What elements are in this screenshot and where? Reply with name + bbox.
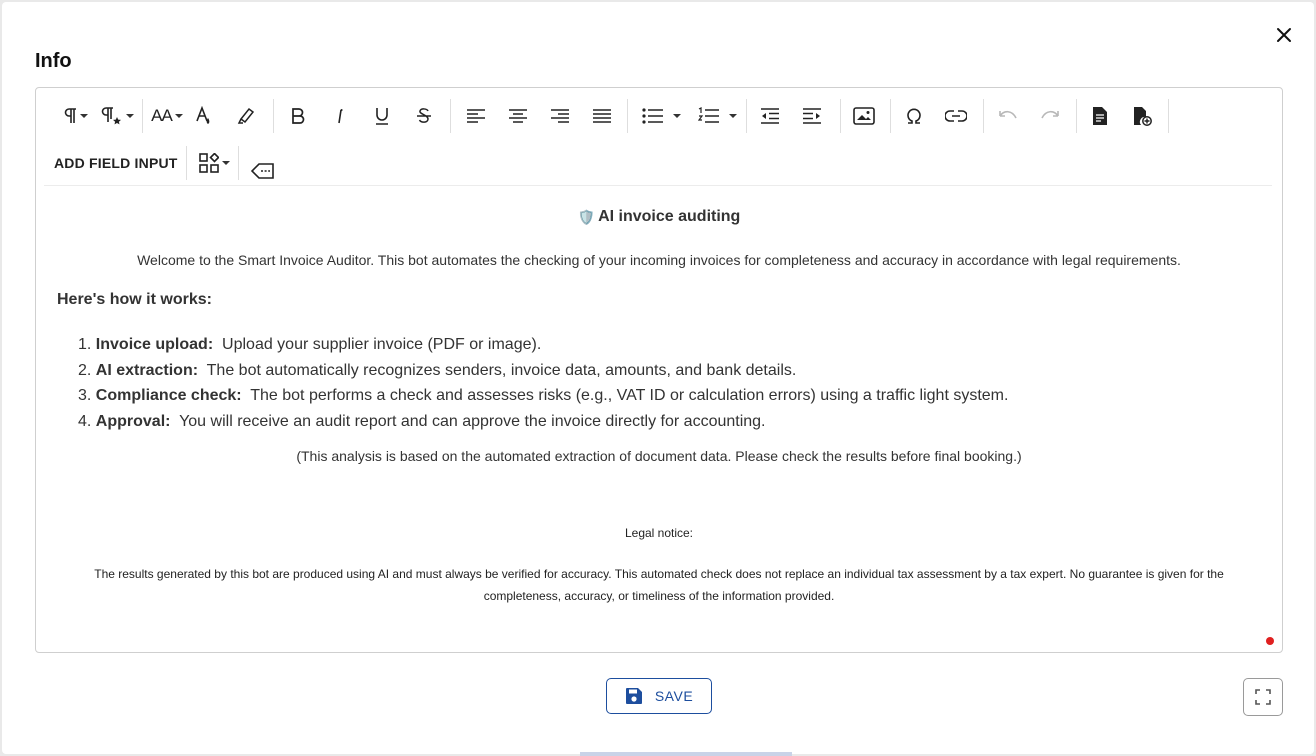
- step-text: The bot automatically recognizes senders, invoice data, amounts, and bank details.: [206, 361, 797, 379]
- link-icon: [945, 110, 967, 122]
- align-left-icon: [466, 109, 486, 123]
- list-item: [78, 409, 1008, 435]
- chevron-down-icon: [729, 114, 737, 118]
- legal-text: The results generated by this bot are produced using AI and must always be verified for accuracy. This automated check does not replace an individual tax assessment by a tax expert. No guarantee is given for the completeness, accuracy, or timeliness of the information provided.: [94, 567, 1224, 603]
- status-dot: [1266, 637, 1274, 645]
- paragraph-format-button[interactable]: [58, 99, 92, 133]
- save-button[interactable]: [606, 678, 712, 714]
- dialog-title: Info: [35, 50, 72, 72]
- tag-button[interactable]: [249, 154, 277, 188]
- add-field-input-button[interactable]: ADD FIELD INPUT: [54, 155, 178, 171]
- step-label: Invoice upload:: [95, 336, 214, 353]
- step-label: Approval:: [95, 412, 171, 430]
- step-text: The bot performs a check and assesses risks (e.g., VAT ID or calculation errors) using a traffic light system.: [250, 387, 1009, 404]
- shield-icon: 🛡️: [577, 208, 596, 225]
- how-heading: Here's how it works:: [57, 291, 212, 308]
- document-icon: [1091, 106, 1109, 126]
- align-center-icon: [508, 109, 528, 123]
- steps-list: [78, 332, 1008, 434]
- step-number: 3.: [78, 387, 92, 404]
- outdent-icon: [760, 108, 780, 124]
- align-right-button[interactable]: [548, 99, 572, 133]
- chevron-down-icon: [673, 114, 681, 118]
- align-left-button[interactable]: [464, 99, 488, 133]
- chevron-down-icon: [222, 161, 230, 165]
- font-size-button[interactable]: [148, 99, 186, 133]
- underline-button[interactable]: [370, 99, 394, 133]
- editor-content[interactable]: [36, 188, 1282, 650]
- align-center-button[interactable]: [506, 99, 530, 133]
- content-title-text: AI invoice auditing: [598, 208, 741, 225]
- font-color-button[interactable]: [192, 99, 216, 133]
- chevron-down-icon: [175, 114, 183, 118]
- outdent-button[interactable]: [758, 99, 782, 133]
- info-dialog: [2, 2, 1314, 754]
- fullscreen-icon: [1255, 689, 1271, 705]
- insert-image-button[interactable]: [852, 99, 876, 133]
- bulleted-list-button[interactable]: [640, 99, 682, 133]
- tag-icon: [251, 162, 275, 180]
- font-size-icon: AA: [151, 106, 172, 125]
- chevron-down-icon: [80, 114, 88, 118]
- list-item: [78, 358, 1008, 384]
- highlight-button[interactable]: [234, 99, 258, 133]
- step-text: Upload your supplier invoice (PDF or image).: [222, 336, 542, 353]
- italic-button[interactable]: [328, 99, 352, 133]
- add-document-button[interactable]: [1130, 99, 1154, 133]
- close-icon: [1276, 27, 1292, 43]
- underline-icon: [374, 107, 390, 125]
- indent-button[interactable]: [800, 99, 824, 133]
- analysis-note: (This analysis is based on the automated extraction of document data. Please check the results before final booking.): [296, 448, 1022, 464]
- strikethrough-button[interactable]: [412, 99, 436, 133]
- align-justify-icon: [592, 109, 612, 123]
- align-right-icon: [550, 109, 570, 123]
- paragraph-style-button[interactable]: [98, 99, 136, 133]
- save-label: SAVE: [654, 688, 694, 704]
- special-character-button[interactable]: [902, 99, 926, 133]
- save-icon: [625, 687, 643, 705]
- chevron-down-icon: [126, 114, 134, 118]
- align-justify-button[interactable]: [590, 99, 614, 133]
- step-label: Compliance check:: [95, 387, 242, 404]
- widgets-icon: [199, 153, 219, 173]
- redo-button[interactable]: [1038, 99, 1062, 133]
- numbered-list-button[interactable]: [696, 99, 738, 133]
- editor-toolbar: [44, 92, 1272, 186]
- indent-icon: [802, 108, 822, 124]
- paragraph-style-icon: [101, 107, 123, 125]
- numbered-list-icon: [698, 107, 720, 125]
- scroll-indicator: [580, 752, 792, 756]
- redo-icon: [1040, 110, 1060, 122]
- step-label: AI extraction:: [95, 361, 199, 379]
- bold-button[interactable]: [286, 99, 310, 133]
- font-color-icon: [195, 106, 213, 126]
- strikethrough-icon: [416, 107, 432, 125]
- bulleted-list-icon: [642, 108, 664, 124]
- step-number: 1.: [78, 336, 92, 353]
- highlighter-icon: [236, 107, 256, 125]
- document-template-button[interactable]: [1088, 99, 1112, 133]
- step-text: You will receive an audit report and can approve the invoice directly for accounting.: [179, 412, 766, 430]
- undo-icon: [998, 110, 1018, 122]
- step-number: 2.: [78, 361, 92, 379]
- content-title: [36, 208, 1282, 226]
- welcome-text: Welcome to the Smart Invoice Auditor. This bot automates the checking of your incoming invoices for completeness and accuracy in accordance with legal requirements.: [137, 252, 1181, 268]
- widgets-button[interactable]: [196, 146, 232, 180]
- image-icon: [853, 107, 875, 125]
- bold-icon: [291, 108, 305, 124]
- omega-icon: [906, 108, 922, 124]
- fullscreen-button[interactable]: [1243, 678, 1283, 716]
- paragraph-icon: [63, 108, 77, 124]
- insert-link-button[interactable]: [944, 99, 968, 133]
- italic-icon: [335, 108, 345, 124]
- close-button[interactable]: [1273, 24, 1295, 46]
- add-document-icon: [1132, 106, 1152, 126]
- rich-text-editor: [35, 87, 1283, 653]
- legal-heading: Legal notice:: [624, 526, 694, 540]
- list-item: [78, 383, 1008, 409]
- list-item: [78, 332, 1008, 358]
- step-number: 4.: [78, 412, 92, 430]
- undo-button[interactable]: [996, 99, 1020, 133]
